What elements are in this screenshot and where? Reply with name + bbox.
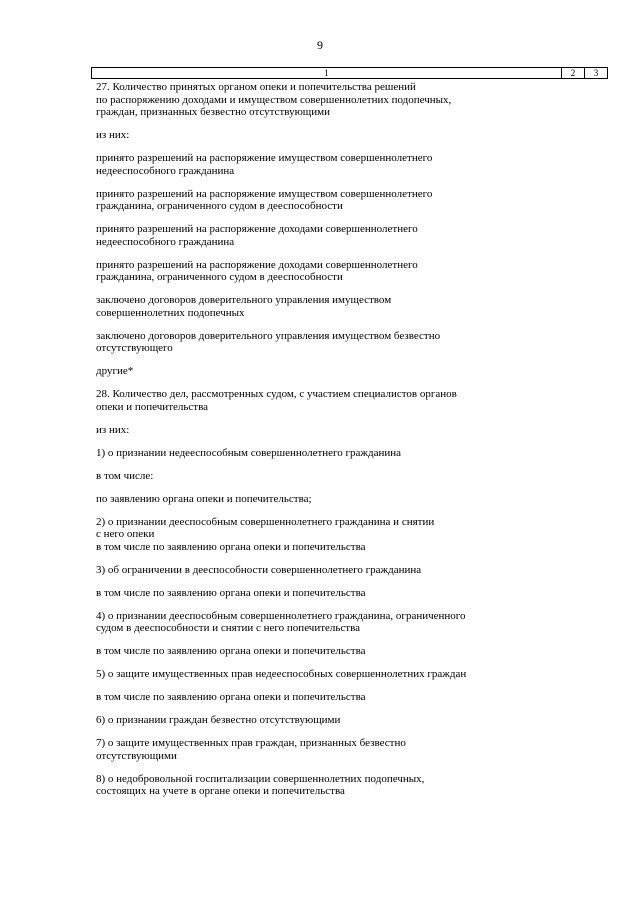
form-row <box>96 129 546 142</box>
form-row <box>96 610 546 635</box>
document-body <box>96 81 546 808</box>
row-text-line: 1) о признании недееспособным совершеннолетнего гражданина <box>96 446 402 459</box>
form-row <box>96 564 546 577</box>
page-number: 9 <box>317 38 323 52</box>
row-text-line: 5) о защите имущественных прав недееспособных совершеннолетних граждан <box>96 668 467 680</box>
form-row <box>96 447 546 460</box>
form-row <box>96 152 546 177</box>
row-text-line: из них: <box>96 423 130 436</box>
row-text-line: отсутствующими <box>96 749 177 762</box>
row-text-line: в том числе: <box>96 469 154 482</box>
row-text-line: недееспособного гражданина <box>96 164 235 177</box>
form-row <box>96 645 546 658</box>
form-row <box>96 188 546 213</box>
row-text-line: судом в дееспособности и снятии с него попечительства <box>96 622 361 634</box>
row-text-line: 3) об ограничении в дееспособности совершеннолетнего гражданина <box>96 563 422 576</box>
row-text-line: в том числе по заявлению органа опеки и попечительства <box>96 540 366 553</box>
form-row <box>96 424 546 437</box>
row-text-line: в том числе по заявлению органа опеки и попечительства <box>96 586 366 599</box>
column-header-1: 1 <box>92 68 562 78</box>
row-text-line: принято разрешений на распоряжение имуществом совершеннолетнего <box>96 152 433 164</box>
form-row <box>96 516 546 554</box>
form-row <box>96 365 546 378</box>
row-text-line: другие* <box>96 365 134 377</box>
row-text-line: недееспособного гражданина <box>96 235 235 248</box>
form-row <box>96 259 546 284</box>
row-text-line: 2) о признании дееспособным совершеннолетнего гражданина и снятии <box>96 515 435 528</box>
column-header-2: 2 <box>562 68 585 78</box>
row-text-line: 28. Количество дел, рассмотренных судом, с участием специалистов органов <box>96 388 457 400</box>
row-text-line: 27. Количество принятых органом опеки и попечительства решений <box>96 81 416 93</box>
form-row <box>96 587 546 600</box>
row-text-line: 8) о недобровольной госпитализации совершеннолетних подопечных, <box>96 772 425 785</box>
form-row <box>96 714 546 727</box>
column-header-3: 3 <box>593 68 599 78</box>
form-row <box>96 470 546 483</box>
row-text-line: принято разрешений на распоряжение доходами совершеннолетнего <box>96 223 418 235</box>
row-text-line: гражданина, ограниченного судом в дееспособности <box>96 200 343 212</box>
row-text-line: по заявлению органа опеки и попечительства; <box>96 492 312 505</box>
form-row <box>96 493 546 506</box>
row-text-line: состоящих на учете в органе опеки и попечительства <box>96 785 345 797</box>
form-row <box>96 691 546 704</box>
row-text-line: в том числе по заявлению органа опеки и попечительства <box>96 691 366 703</box>
row-text-line: 7) о защите имущественных прав граждан, признанных безвестно <box>96 737 406 749</box>
row-text-line: гражданина, ограниченного судом в дееспособности <box>96 271 343 283</box>
row-text-line: из них: <box>96 129 130 141</box>
row-text-line: заключено договоров доверительного управления имуществом безвестно <box>96 329 441 342</box>
form-row <box>96 668 546 681</box>
row-text-line: принято разрешений на распоряжение доходами совершеннолетнего <box>96 258 418 271</box>
form-row <box>96 223 546 248</box>
row-text-line: отсутствующего <box>96 342 173 354</box>
form-row <box>96 81 546 119</box>
row-text-line: в том числе по заявлению органа опеки и попечительства <box>96 645 366 657</box>
column-header-row <box>91 67 608 79</box>
row-text-line: граждан, признанных безвестно отсутствующими <box>96 106 330 118</box>
row-text-line: совершеннолетних подопечных <box>96 306 245 319</box>
row-text-line: принято разрешений на распоряжение имуществом совершеннолетнего <box>96 187 433 200</box>
form-row <box>96 773 546 798</box>
row-text-line: опеки и попечительства <box>96 400 209 413</box>
form-row <box>96 330 546 355</box>
form-row <box>96 294 546 319</box>
row-text-line: 4) о признании дееспособным совершеннолетнего гражданина, ограниченного <box>96 609 466 622</box>
row-text-line: с него опеки <box>96 528 155 540</box>
form-row <box>96 388 546 413</box>
row-text-line: заключено договоров доверительного управления имуществом <box>96 294 392 306</box>
row-text-line: по распоряжению доходами и имуществом совершеннолетних подопечных, <box>96 93 452 106</box>
form-row <box>96 737 546 762</box>
row-text-line: 6) о признании граждан безвестно отсутствующими <box>96 714 341 726</box>
